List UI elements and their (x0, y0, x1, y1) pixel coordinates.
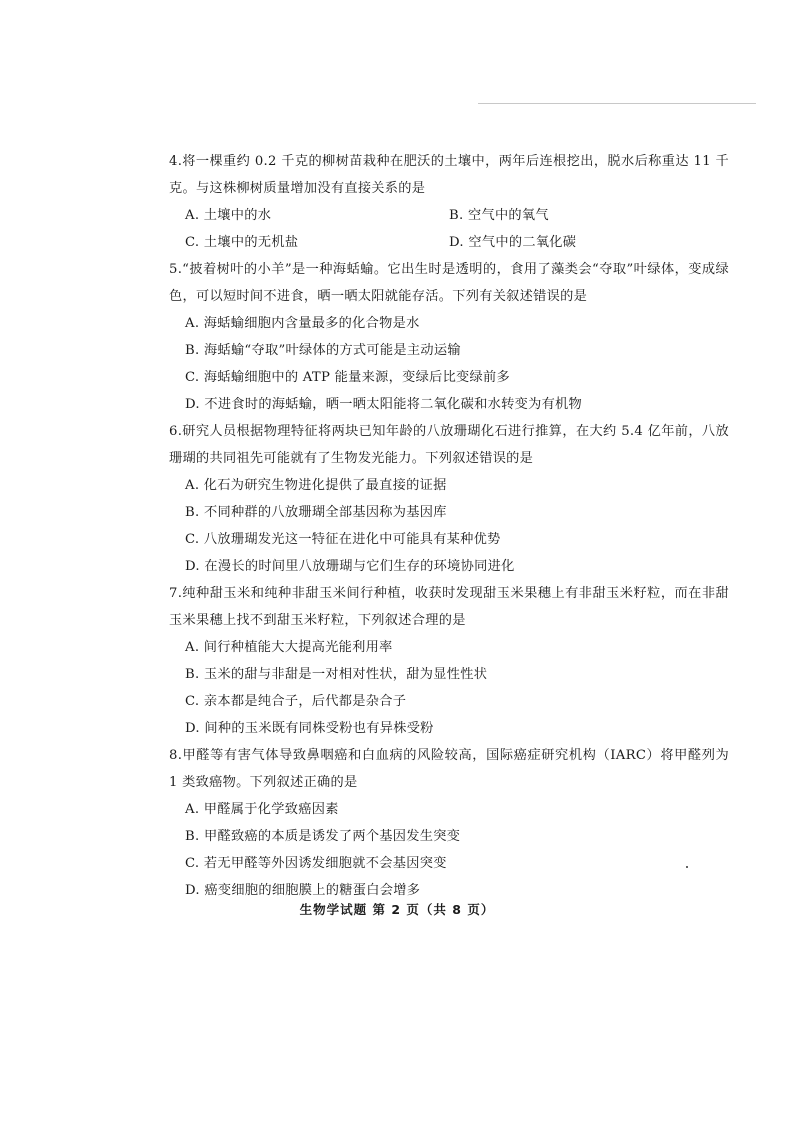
option-d: D. 不进食时的海蛞蝓，晒一晒太阳能将二氧化碳和水转变为有机物 (185, 397, 583, 412)
option-row (169, 229, 729, 256)
option-c: C. 土壤中的无机盐 (185, 235, 299, 250)
option-d: D. 空气中的二氧化碳 (449, 235, 577, 250)
question-8 (169, 742, 729, 904)
option-d: D. 间种的玉米既有同株受粉也有异株受粉 (185, 721, 434, 736)
scan-header-rule (478, 103, 756, 104)
option-c: C. 若无甲醛等外因诱发细胞就不会基因突变 (185, 856, 447, 871)
question-4 (169, 148, 729, 256)
option-b: B. 不同种群的八放珊瑚全部基因称为基因库 (185, 505, 447, 520)
question-stem: 4.将一棵重约 0.2 千克的柳树苗栽种在肥沃的土壤中，两年后连根挖出，脱水后称重达 11 千克。与这株柳树质量增加没有直接关系的是 (169, 154, 729, 196)
option-a: A. 甲醛属于化学致癌因素 (185, 802, 339, 817)
question-5 (169, 256, 729, 418)
question-stem: 6.研究人员根据物理特征将两块已知年龄的八放珊瑚化石进行推算，在大约 5.4 亿年前，八放珊瑚的共同祖先可能就有了生物发光能力。下列叙述错误的是 (169, 424, 729, 466)
exam-page-body (169, 148, 729, 904)
option-a: A. 海蛞蝓细胞内含量最多的化合物是水 (185, 316, 420, 331)
option-a: A. 间行种植能大大提高光能利用率 (185, 640, 393, 655)
option-b: B. 甲醛致癌的本质是诱发了两个基因发生突变 (185, 829, 461, 844)
option-c: C. 八放珊瑚发光这一特征在进化中可能具有某种优势 (185, 532, 501, 547)
option-c: C. 海蛞蝓细胞中的 ATP 能量来源，变绿后比变绿前多 (185, 370, 511, 385)
option-d: D. 癌变细胞的细胞膜上的糖蛋白会增多 (185, 883, 421, 898)
page-footer: 生物学试题 第 2 页（共 8 页） (299, 902, 495, 917)
question-6 (169, 418, 729, 580)
option-b: B. 空气中的氧气 (449, 208, 549, 223)
option-c: C. 亲本都是纯合子，后代都是杂合子 (185, 694, 407, 709)
question-stem: 7.纯种甜玉米和纯种非甜玉米间行种植，收获时发现甜玉米果穗上有非甜玉米籽粒，而在非甜玉米果穗上找不到甜玉米籽粒，下列叙述合理的是 (169, 586, 729, 628)
option-row (169, 202, 729, 229)
option-a: A. 化石为研究生物进化提供了最直接的证据 (185, 478, 447, 493)
option-b: B. 玉米的甜与非甜是一对相对性状，甜为显性性状 (185, 667, 488, 682)
option-b: B. 海蛞蝓“夺取”叶绿体的方式可能是主动运输 (185, 343, 461, 358)
question-stem: 5.“披着树叶的小羊”是一种海蛞蝓。它出生时是透明的，食用了藻类会“夺取”叶绿体，变成绿色，可以短时间不进食，晒一晒太阳就能存活。下列有关叙述错误的是 (169, 262, 729, 304)
option-d: D. 在漫长的时间里八放珊瑚与它们生存的环境协同进化 (185, 559, 515, 574)
scan-speck (686, 866, 688, 868)
option-a: A. 土壤中的水 (185, 208, 272, 223)
question-7 (169, 580, 729, 742)
question-stem: 8.甲醛等有害气体导致鼻咽癌和白血病的风险较高，国际癌症研究机构（IARC）将甲醛列为 1 类致癌物。下列叙述正确的是 (169, 748, 729, 790)
